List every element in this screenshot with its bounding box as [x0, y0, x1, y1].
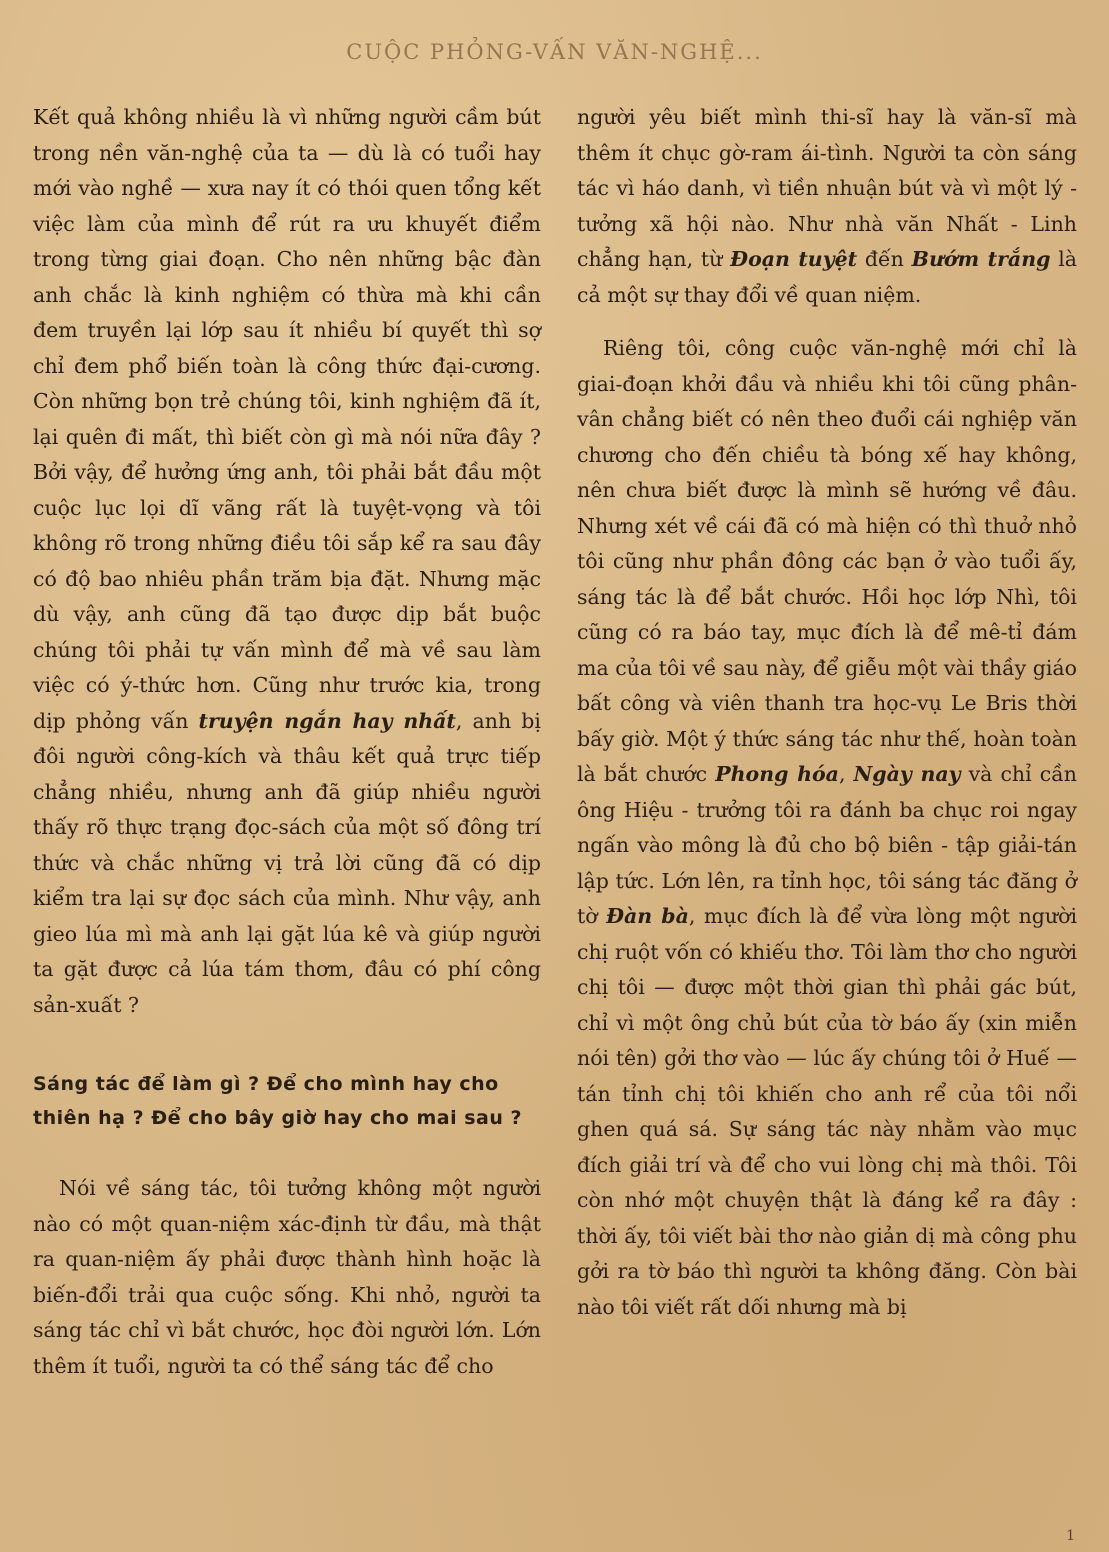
right-column — [577, 100, 1077, 1325]
section-heading: Sáng tác để làm gì ? Để cho mình hay cho thiên hạ ? Để cho bây giờ hay cho mai sau ? — [33, 1073, 523, 1129]
italic-title: truyện ngắn hay nhất — [198, 708, 456, 733]
page-mark: 1 — [1066, 1528, 1075, 1544]
italic-title: Ngày nay — [853, 762, 961, 786]
paragraph-continued — [577, 100, 1077, 313]
text-span: , mục đích là để vừa lòng một người chị ruột vốn có khiếu thơ. Tôi làm thơ cho người chị tôi — được một thời gian thì phải gác bút, chỉ vì một ông chủ bút của tờ báo ấy (xin miễn nói tên) gởi thơ vào — lúc ấy chúng tôi ở Huế — tán tỉnh chị tôi khiến cho anh rể của tôi nổi ghen quá sá. Sự sáng tác này nhằm vào mục đích giải trí và để cho vui lòng chị mà thôi. Tôi còn nhớ một chuyện thật là đáng kể ra đây : thời ấy, tôi viết bài thơ nào giản dị mà công phu gởi ra tờ báo thì người ta không đăng. Còn bài nào tôi viết rất dối nhưng mà bị — [577, 904, 1078, 1319]
text-span: , anh bị đôi người công-kích và thâu kết quả trực tiếp chẳng nhiều, nhưng anh đã giúp nhiều người thấy rõ thực trạng đọc-sách của một số đông trí thức và chắc những vị trả lời cũng đã có dịp kiểm tra lại sự đọc sách của mình. Như vậy, anh gieo lúa mì mà anh lại gặt lúa kê và giúp người ta gặt được cả lúa tám thơm, đâu có phí công sản-xuất ? — [33, 708, 541, 1017]
italic-title: Bướm trắng — [911, 247, 1051, 271]
running-head: CUỘC PHỎNG-VẤN VĂN-NGHỆ... — [346, 40, 763, 64]
paragraph-creation: Nói về sáng tác, tôi tưởng không một người nào có một quan-niệm xác-định từ đầu, mà thật ra quan-niệm ấy phải được thành hình hoặc là biến-đổi trải qua cuộc sống. Khi nhỏ, người ta sáng tác chỉ vì bắt chước, học đòi người lớn. Lớn thêm ít tuổi, người ta có thể sáng tác để cho — [33, 1176, 541, 1378]
text-span: đến — [857, 247, 912, 271]
text-span: , — [838, 762, 854, 786]
left-column — [33, 100, 541, 1384]
text-span: Kết quả không nhiều là vì những người cầm bút trong nền văn-nghệ của ta — dù là có tuổi hay mới vào nghề — xưa nay ít có thói quen tổng kết việc làm của mình để rút ra ưu khuyết điểm trong từng giai đoạn. Cho nên những bậc đàn anh chắc là kinh nghiệm có thừa mà khi cần đem truyền lại lớp sau ít nhiều bí quyết thì sợ chỉ đem phổ biến toàn là công thức đại-cương. Còn những bọn trẻ chúng tôi, kinh nghiệm đã ít, lại quên đi mất, thì biết còn gì mà nói nữa đây ? Bởi vậy, để hưởng ứng anh, tôi phải bắt đầu một cuộc lục lọi dĩ vãng rất là tuyệt-vọng và tôi không rõ trong những điều tôi sắp kể ra sau đây có độ bao nhiêu phần trăm bịa đặt. Nhưng mặc dù vậy, anh cũng đã tạo được dịp bắt buộc chúng tôi phải tự vấn mình để mà về sau làm việc có ý-thức hơn. Cũng như trước kia, trong dịp phỏng vấn — [33, 105, 541, 733]
text-span: và chỉ cần ông Hiệu - trưởng tôi ra đánh ba chục roi ngay ngấn vào mông là đủ cho bộ biên - tập giải-tán lập tức. Lớn lên, ra tỉnh học, tôi sáng tác đăng ở tờ — [577, 762, 1077, 928]
italic-title: Đoạn tuyệt — [730, 247, 858, 271]
text-span: Riêng tôi, công cuộc văn-nghệ mới chỉ là giai-đoạn khởi đầu và nhiều khi tôi cũng phân-vân chẳng biết có nên theo đuổi cái nghiệp văn chương cho đến chiều tà bóng xế hay không, nên chưa biết được là mình sẽ hướng về đâu. Nhưng xét về cái đã có mà hiện có thì thuở nhỏ tôi cũng như phần đông các bạn ở vào tuổi ấy, sáng tác là để bắt chước. Hồi học lớp Nhì, tôi cũng có ra báo tay, mục đích là để mê-tỉ đám ma của tôi về sau này, để giễu một vài thầy giáo bất công và viên thanh tra học-vụ Le Bris thời bấy giờ. Một ý thức sáng tác như thế, hoàn toàn là bắt chước — [577, 336, 1077, 786]
text-span: người yêu biết mình thi-sĩ hay là văn-sĩ mà thêm ít chục gờ-ram ái-tình. Người ta còn sáng tác vì háo danh, vì tiền nhuận bút và vì một lý - tưởng xã hội nào. Như nhà văn Nhất - Linh chẳng hạn, từ — [577, 105, 1077, 271]
paragraph-personal — [577, 331, 1077, 1325]
paragraph-intro — [33, 100, 541, 1023]
text-span: là cả một sự thay đổi về quan niệm. — [577, 247, 1077, 307]
italic-title: Đàn bà — [606, 904, 689, 928]
italic-title: Phong hóa — [715, 762, 839, 786]
